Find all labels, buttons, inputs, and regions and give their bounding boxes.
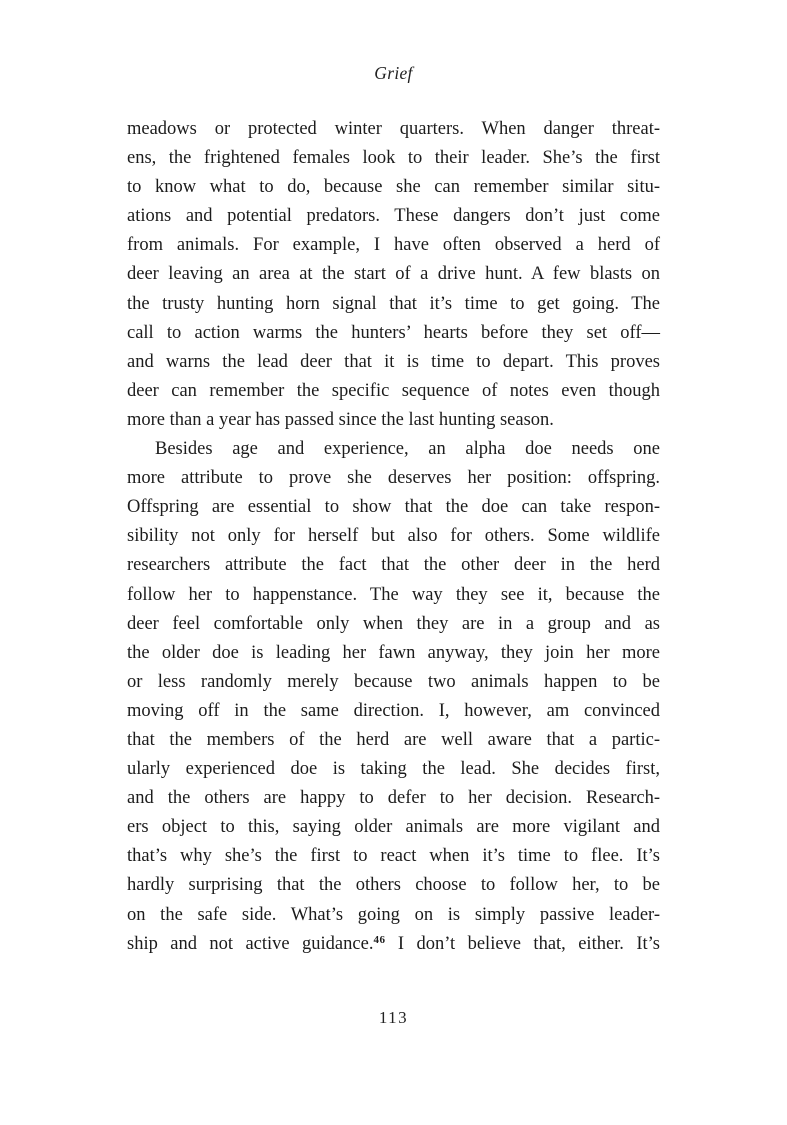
- text-line-with-footnote: [127, 930, 660, 959]
- page-number: 113: [378, 1008, 409, 1027]
- text-line: to know what to do, because she can remember similar situ-: [127, 177, 660, 198]
- text-line: sibility not only for herself but also for others. Some wildlife: [127, 526, 660, 547]
- text-line: on the safe side. What’s going on is simply passive leader-: [127, 904, 660, 925]
- text-line: the trusty hunting horn signal that it’s time to get going. The: [127, 293, 660, 314]
- text-line: moving off in the same direction. I, however, am convinced: [127, 700, 660, 721]
- text-line: or less randomly merely because two animals happen to be: [127, 671, 660, 692]
- text-line: deer leaving an area at the start of a drive hunt. A few blasts on: [127, 264, 660, 285]
- text-line: that the members of the herd are well aware that a partic-: [127, 729, 660, 750]
- text-segment: I don’t believe that, either. It’s: [385, 933, 660, 954]
- footnote-reference: 46: [373, 933, 386, 946]
- text-line: from animals. For example, I have often observed a herd of: [127, 235, 660, 256]
- text-line: ularly experienced doe is taking the lead. She decides first,: [127, 759, 660, 780]
- text-line: and warns the lead deer that it is time to depart. This proves: [127, 351, 660, 372]
- running-header: Grief: [374, 63, 413, 83]
- text-line: Offspring are essential to show that the doe can take respon-: [127, 497, 660, 518]
- text-line: ens, the frightened females look to their leader. She’s the first: [127, 148, 660, 169]
- text-line: researchers attribute the fact that the other deer in the herd: [127, 555, 660, 576]
- body-text: [127, 115, 660, 959]
- text-segment: ship and not active guidance.: [127, 933, 374, 954]
- text-line: more attribute to prove she deserves her position: offspring.: [127, 468, 660, 489]
- text-line: call to action warms the hunters’ hearts before they set off—: [127, 322, 660, 343]
- text-line: meadows or protected winter quarters. When danger threat-: [127, 119, 660, 139]
- text-line: ations and potential predators. These dangers don’t just come: [127, 206, 660, 227]
- text-line: the older doe is leading her fawn anyway, they join her more: [127, 642, 660, 663]
- text-line: deer feel comfortable only when they are in a group and as: [127, 613, 660, 634]
- text-line: and the others are happy to defer to her decision. Research-: [127, 788, 660, 809]
- text-line: ers object to this, saying older animals are more vigilant and: [127, 817, 660, 838]
- text-line-paragraph-start: Besides age and experience, an alpha doe needs one: [155, 439, 660, 460]
- text-line: hardly surprising that the others choose to follow her, to be: [127, 875, 660, 896]
- text-line: follow her to happenstance. The way they see it, because the: [127, 584, 660, 605]
- text-line: deer can remember the specific sequence of notes even though: [127, 380, 660, 401]
- text-line-paragraph-end: more than a year has passed since the last hunting season.: [127, 409, 554, 430]
- text-line: that’s why she’s the first to react when it’s time to flee. It’s: [127, 846, 660, 867]
